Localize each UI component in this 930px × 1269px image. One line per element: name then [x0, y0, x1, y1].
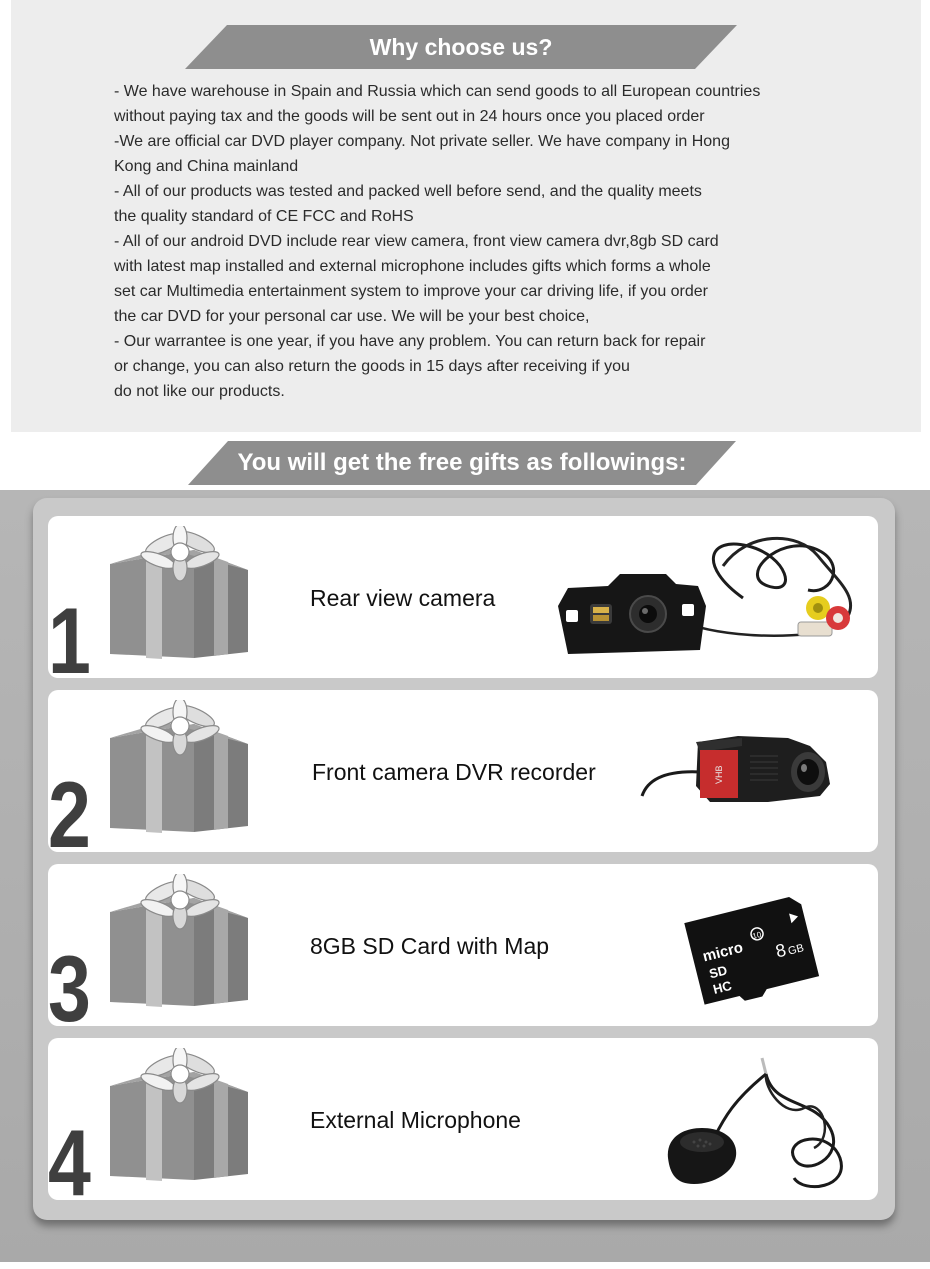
- gift-label: Front camera DVR recorder: [312, 759, 596, 785]
- gift-card-front-camera-dvr: [48, 690, 878, 852]
- gift-box-icon: [106, 700, 256, 850]
- gift-box-icon: [106, 874, 256, 1024]
- gift-label: Rear view camera: [310, 585, 496, 611]
- rear-view-camera-image: [548, 526, 878, 666]
- sd-card-image: [678, 878, 838, 1014]
- gift-number: 1: [48, 588, 91, 678]
- sd-card-sd-text: SD: [707, 962, 729, 982]
- free-gifts-banner: [188, 441, 736, 485]
- gift-number: 3: [48, 936, 91, 1026]
- gift-label: External Microphone: [310, 1107, 521, 1133]
- text-line: - All of our android DVD include rear view camera, front view camera dvr,8gb SD card: [114, 233, 719, 250]
- text-line: - Our warrantee is one year, if you have any problem. You can return back for repair: [114, 333, 706, 350]
- why-choose-us-title: Why choose us?: [369, 33, 553, 60]
- text-line: set car Multimedia entertainment system to improve your car driving life, if you order: [114, 283, 709, 300]
- gift-box-icon: [106, 526, 256, 676]
- text-line: or change, you can also return the goods in 15 days after receiving if you: [114, 358, 630, 375]
- gift-card-external-microphone: [48, 1038, 878, 1200]
- external-microphone-image: [654, 1048, 854, 1194]
- front-camera-dvr-image: [638, 722, 838, 832]
- sd-card-unit-text: GB: [786, 942, 806, 958]
- why-choose-us-banner: [185, 25, 737, 69]
- text-line: the car DVD for your personal car use. We will be your best choice,: [114, 308, 590, 325]
- text-line: -We are official car DVD player company. Not private seller. We have company in Hong: [114, 133, 730, 150]
- sd-card-capacity-text: 8: [773, 939, 789, 962]
- gift-number: 4: [48, 1110, 91, 1200]
- free-gifts-title: You will get the free gifts as followings:: [237, 449, 687, 476]
- text-line: - All of our products was tested and packed well before send, and the quality meets: [114, 183, 702, 200]
- gift-card-rear-view-camera: [48, 516, 878, 678]
- text-line: Kong and China mainland: [114, 158, 299, 175]
- gift-number: 2: [48, 762, 91, 852]
- dvr-sticker-text: VHB: [714, 765, 724, 784]
- text-line: - We have warehouse in Spain and Russia which can send goods to all European countries: [114, 83, 761, 100]
- gift-box-icon: [106, 1048, 256, 1198]
- text-line: with latest map installed and external microphone includes gifts which forms a whole: [114, 258, 711, 275]
- text-line: without paying tax and the goods will be sent out in 24 hours once you placed order: [114, 108, 705, 125]
- why-choose-us-text: [114, 79, 814, 404]
- sd-card-hc-text: HC: [711, 977, 734, 997]
- sd-card-micro-text: micro: [701, 938, 745, 966]
- gift-label: 8GB SD Card with Map: [310, 933, 550, 959]
- text-line: the quality standard of CE FCC and RoHS: [114, 208, 414, 225]
- sd-card-class-text: 10: [751, 930, 763, 941]
- text-line: do not like our products.: [114, 383, 285, 400]
- gift-card-sd-card: [48, 864, 878, 1026]
